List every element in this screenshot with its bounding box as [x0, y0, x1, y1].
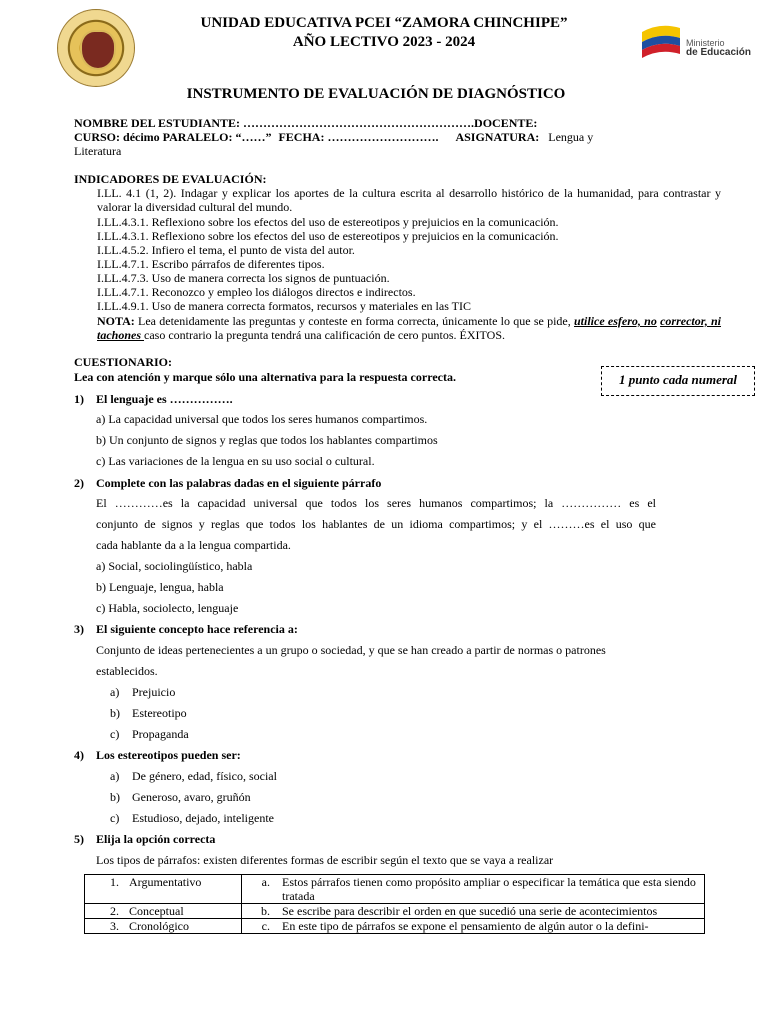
answer-option[interactable]: Estudioso, dejado, inteligente — [132, 811, 274, 825]
question-paragraph: Los tipos de párrafos: existen diferentes formas de escribir según el texto que se vaya a realizar — [96, 853, 554, 867]
option-letter: b) — [110, 790, 120, 804]
school-name: UNIDAD EDUCATIVA PCEI “ZAMORA CHINCHIPE” — [200, 15, 568, 31]
answer-option[interactable]: b) Un conjunto de signos y reglas que todos los hablantes compartimos — [96, 433, 438, 447]
school-year: AÑO LECTIVO 2023 - 2024 — [292, 34, 476, 50]
points-box: 1 punto cada numeral — [601, 366, 755, 396]
indicator-item: I.LL.4.9.1. Uso de manera correcta formatos, recursos y materiales en las TIC — [97, 299, 471, 313]
indicators-heading: INDICADORES DE EVALUACIÓN: — [74, 172, 267, 186]
answer-option[interactable]: Estereotipo — [132, 706, 187, 720]
question-number: 2) — [74, 476, 84, 490]
option-letter: c) — [110, 811, 120, 825]
table-row — [85, 875, 705, 904]
answer-option[interactable]: b) Lenguaje, lengua, habla — [96, 580, 224, 594]
question-text: El lenguaje es ……………. — [96, 392, 233, 406]
option-letter: a) — [110, 685, 120, 699]
table-cell-left: 2. Conceptual — [85, 904, 242, 919]
question-paragraph: conjunto de signos y reglas que todos los hablantes de un idioma compartimos; y el ………es el uso que — [96, 517, 656, 531]
table-cell-left: 3. Cronológico — [85, 919, 242, 934]
indicator-item: I.LL.4.7.1. Escribo párrafos de diferentes tipos. — [97, 257, 325, 271]
indicator-item: I.LL. 4.1 (1, 2). Indagar y explicar los aportes de la cultura escrita al desarrollo histórico de la humanidad, para contrastar y valorar la diversidad cultural del mundo. — [97, 186, 721, 214]
question-paragraph: cada hablante da a la lengua compartida. — [96, 538, 291, 552]
student-name-line: NOMBRE DEL ESTUDIANTE: ………………………………………………….DOCENTE: — [74, 116, 538, 130]
questionnaire-heading: CUESTIONARIO: — [74, 355, 173, 369]
question-text: Elija la opción correcta — [96, 832, 216, 846]
indicator-item: I.LL.4.5.2. Infiero el tema, el punto de vista del autor. — [97, 243, 355, 257]
answer-option[interactable]: Propaganda — [132, 727, 189, 741]
question-paragraph: establecidos. — [96, 664, 158, 678]
answer-option[interactable]: c) Habla, sociolecto, lenguaje — [96, 601, 239, 615]
indicator-item: I.LL.4.3.1. Reflexiono sobre los efectos del uso de estereotipos y prejuicios en la comunicación. — [97, 215, 559, 229]
table-row — [85, 904, 705, 919]
table-cell-right: b. Se escribe para describir el orden en que sucedió una serie de acontecimientos — [242, 904, 705, 919]
answer-option[interactable]: c) Las variaciones de la lengua en su uso social o cultural. — [96, 454, 375, 468]
question-number: 4) — [74, 748, 84, 762]
option-letter: a) — [110, 769, 120, 783]
question-paragraph: El …………es la capacidad universal que todos los seres humanos compartimos; la …………… es el — [96, 496, 656, 510]
question-number: 3) — [74, 622, 84, 636]
answer-option[interactable]: Generoso, avaro, gruñón — [132, 790, 251, 804]
table-row — [85, 919, 705, 934]
question-paragraph: Conjunto de ideas pertenecientes a un grupo o sociedad, y que se han creado a partir de normas o patrones — [96, 643, 606, 657]
answer-option[interactable]: Prejuicio — [132, 685, 176, 699]
matching-table — [84, 874, 705, 934]
table-cell-right: c. En este tipo de párrafos se expone el pensamiento de algún autor o la defini- — [242, 919, 705, 934]
answer-option[interactable]: a) La capacidad universal que todos los seres humanos compartimos. — [96, 412, 428, 426]
document-title: INSTRUMENTO DE EVALUACIÓN DE DIAGNÓSTICO — [186, 86, 566, 102]
questionnaire-instruction: Lea con atención y marque sólo una alternativa para la respuesta correcta. — [74, 370, 456, 384]
answer-option[interactable]: De género, edad, físico, social — [132, 769, 277, 783]
course-subject-cont: Literatura — [74, 144, 122, 158]
question-number: 1) — [74, 392, 84, 406]
course-line: CURSO: décimo PARALELO: “……” FECHA: ………………………. ASIGNATURA: Lengua y — [74, 130, 594, 144]
ministry-flag-logo — [640, 22, 682, 58]
indicator-item: I.LL.4.7.3. Uso de manera correcta los signos de puntuación. — [97, 271, 390, 285]
indicator-item: I.LL.4.7.1. Reconozco y empleo los diálogos directos e indirectos. — [97, 285, 416, 299]
table-cell-left: 1. Argumentativo — [85, 875, 242, 904]
note-paragraph: NOTA: Lea detenidamente las preguntas y conteste en forma correcta, únicamente lo que se pide, utilice esfero, no corrector, ni tachones caso contrario la pregunta tendrá una calificación de cero puntos. ÉXITOS. — [97, 314, 721, 342]
question-text: Los estereotipos pueden ser: — [96, 748, 241, 762]
answer-option[interactable]: a) Social, sociolingüístico, habla — [96, 559, 253, 573]
option-letter: b) — [110, 706, 120, 720]
table-cell-right: a. Estos párrafos tienen como propósito ampliar o especificar la temática que esta siendo tratada — [242, 875, 705, 904]
question-text: El siguiente concepto hace referencia a: — [96, 622, 298, 636]
question-text: Complete con las palabras dadas en el siguiente párrafo — [96, 476, 382, 490]
option-letter: c) — [110, 727, 120, 741]
indicator-item: I.LL.4.3.1. Reflexiono sobre los efectos del uso de estereotipos y prejuicios en la comunicación. — [97, 229, 559, 243]
question-number: 5) — [74, 832, 84, 846]
ministry-logo-text: Ministerio de Educación — [686, 38, 752, 58]
